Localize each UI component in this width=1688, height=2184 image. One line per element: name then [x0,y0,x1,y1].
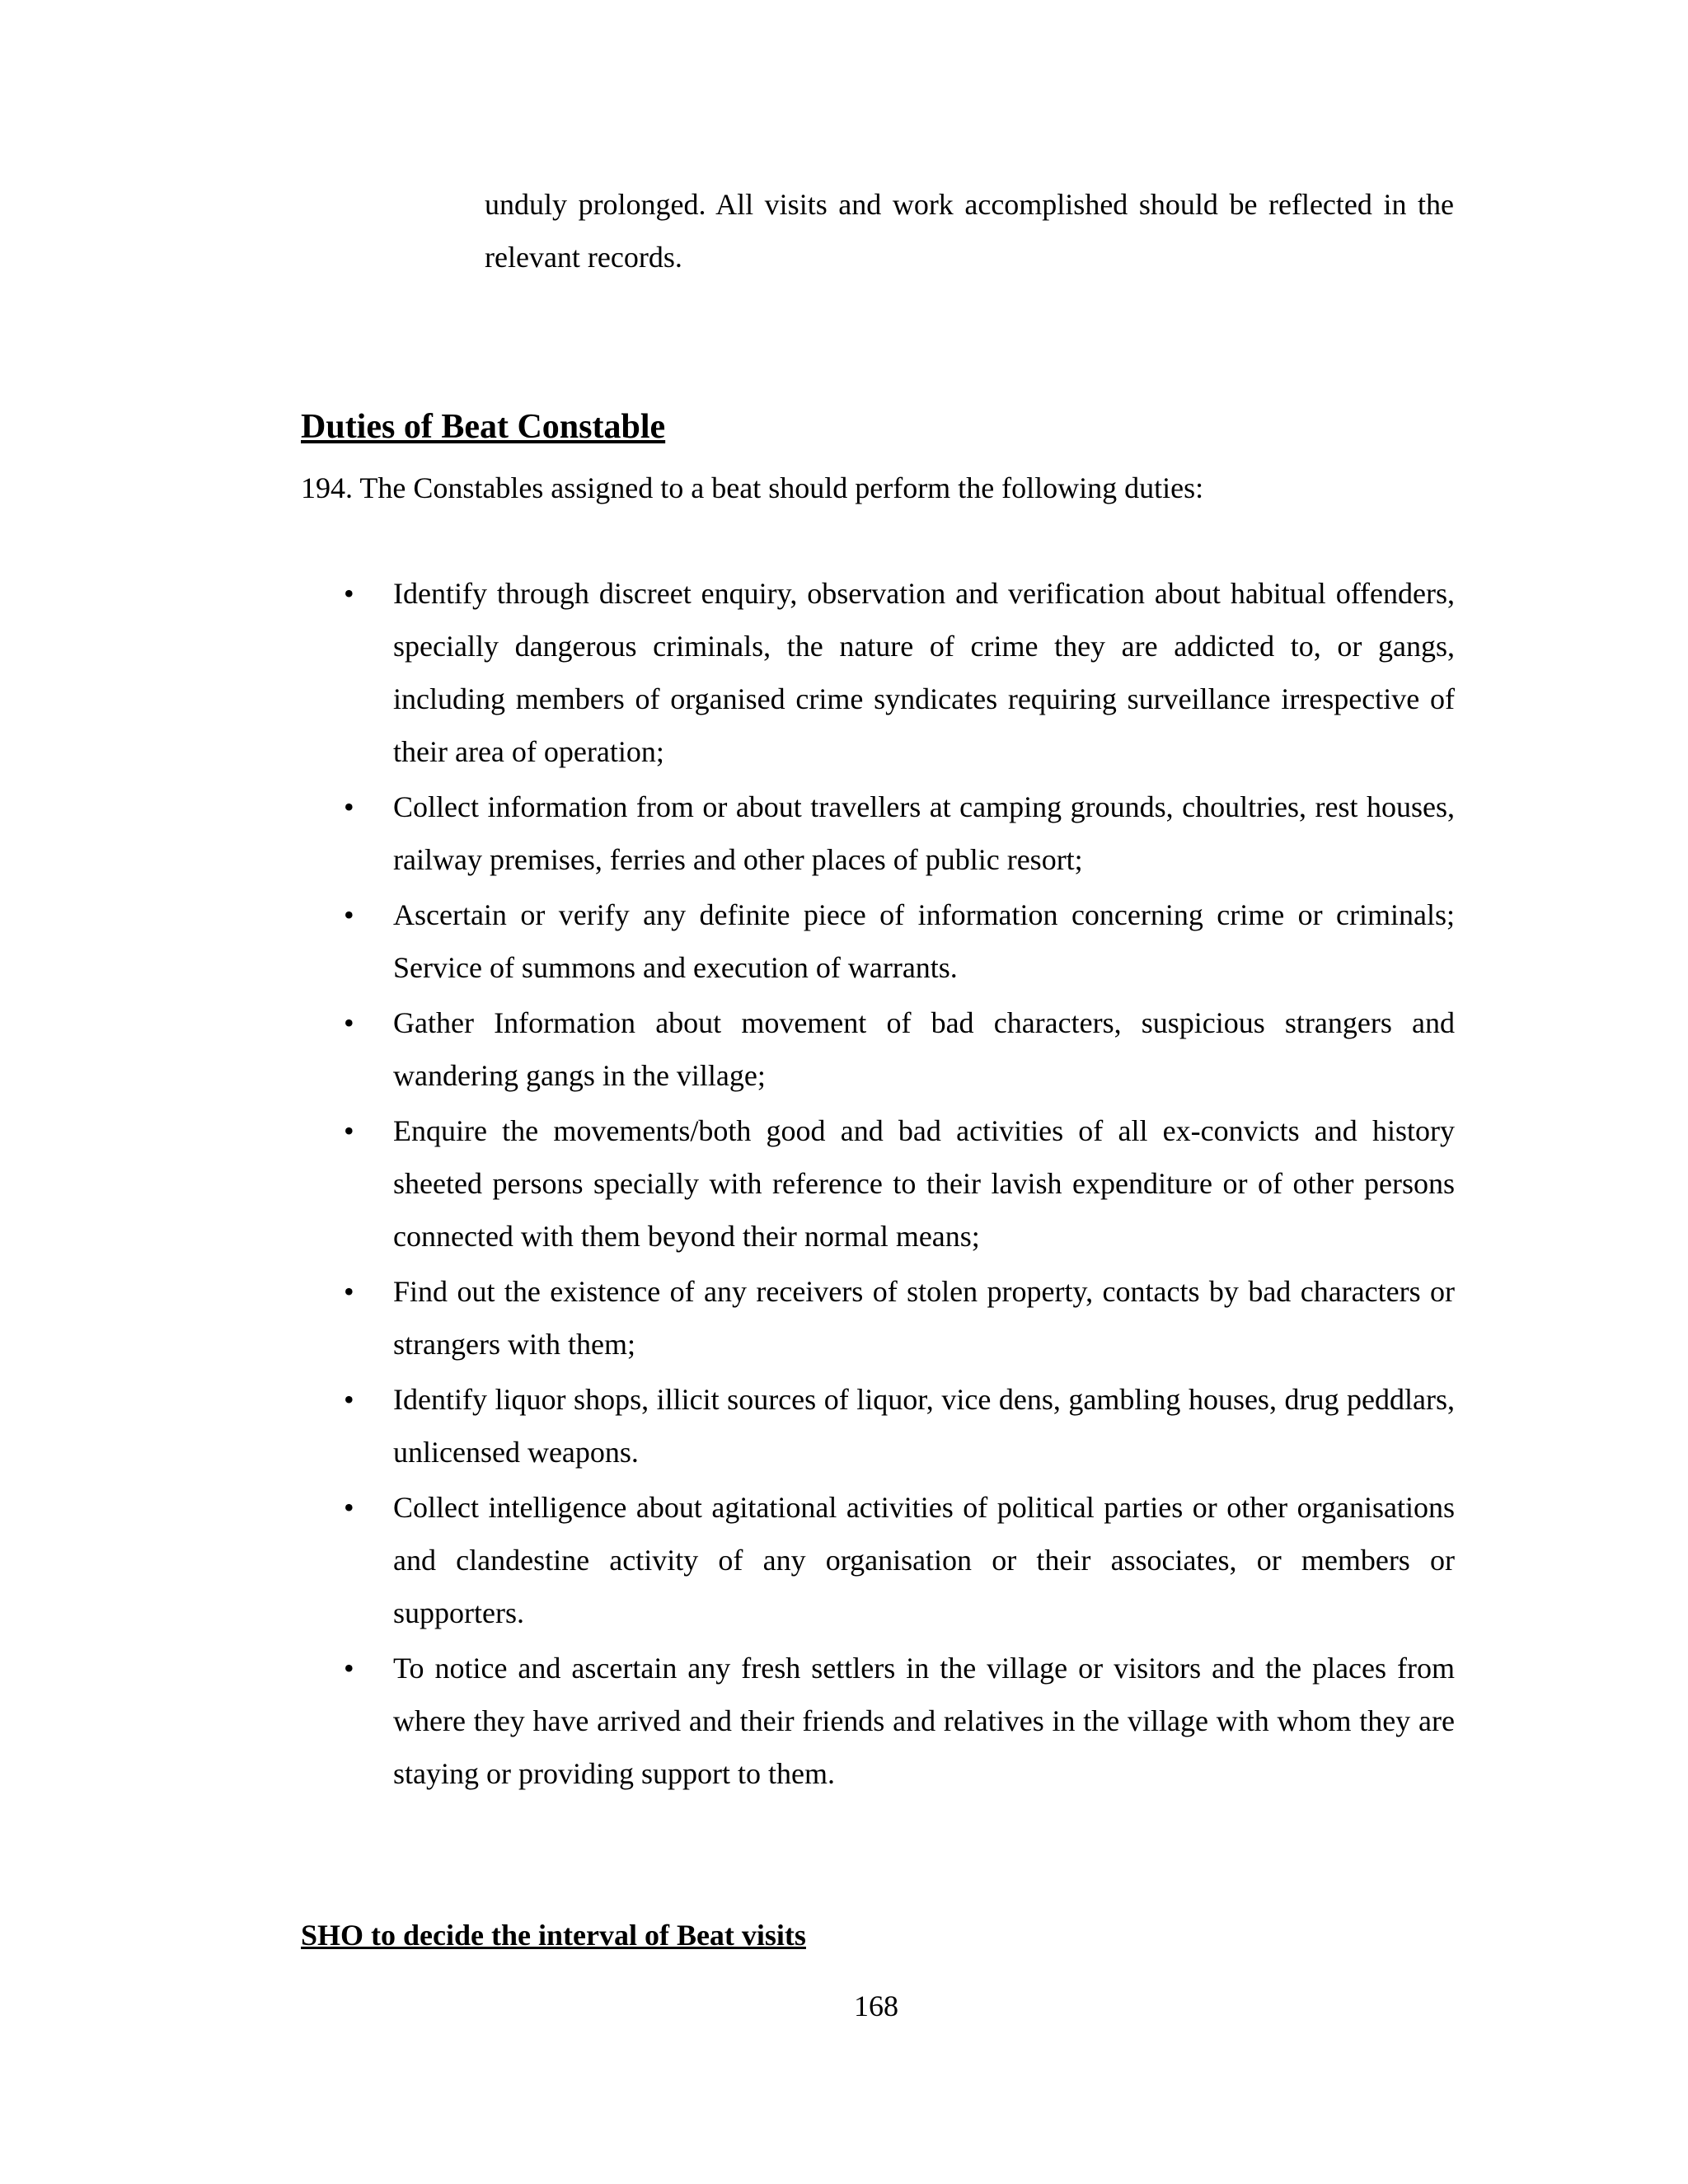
duty-item [301,996,1455,1102]
bullet-icon: • [344,898,354,931]
duty-item [301,567,1455,778]
duty-text: Identify through discreet enquiry, observation and verification about habitual offenders, specially dangerous criminals, the nature of crime they are addicted to, or gangs, including members of organised crime syndicates requiring surveillance irrespective of their area of operation; [393,577,1455,768]
bullet-icon: • [344,1275,354,1308]
duty-text: Ascertain or verify any definite piece of information concerning crime or criminals; Service of summons and execution of warrants. [393,898,1455,984]
duty-text: Collect information from or about travellers at camping grounds, choultries, rest houses, railway premises, ferries and other places of public resort; [393,790,1455,876]
duty-item [301,780,1455,886]
duty-item [301,1481,1455,1639]
duty-item [301,888,1455,994]
page-number: 168 [854,1990,898,2022]
duty-text: Enquire the movements/both good and bad activities of all ex-convicts and history sheeted persons specially with reference to their lavish expenditure or of other persons connected with them beyond their normal means; [393,1114,1455,1253]
section-intro: 194. The Constables assigned to a beat should perform the following duties: [301,471,1204,504]
duty-text: Find out the existence of any receivers of stolen property, contacts by bad characters or strangers with them; [393,1275,1455,1361]
duty-item [301,1642,1455,1800]
bullet-icon: • [344,1383,354,1416]
continuation-paragraph: unduly prolonged. All visits and work accomplished should be reflected in the relevant records. [485,188,1454,274]
duty-text: To notice and ascertain any fresh settlers in the village or visitors and the places from where they have arrived and their friends and relatives in the village with whom they are staying or providing support to them. [393,1652,1455,1790]
bullet-icon: • [344,1006,354,1039]
section-heading: Duties of Beat Constable [301,408,666,446]
bullet-icon: • [344,790,354,823]
duty-text: Collect intelligence about agitational activities of political parties or other organisations and clandestine activity of any organisation or their associates, or members or supporters. [393,1491,1455,1629]
bullet-icon: • [344,1652,354,1685]
duty-item [301,1104,1455,1263]
duty-text: Gather Information about movement of bad characters, suspicious strangers and wandering gangs in the village; [393,1006,1455,1092]
bullet-icon: • [344,577,354,610]
bullet-icon: • [344,1491,354,1524]
duty-text: Identify liquor shops, illicit sources of liquor, vice dens, gambling houses, drug peddlars, unlicensed weapons. [393,1383,1455,1469]
duty-item [301,1265,1455,1371]
duty-list [301,567,1455,1802]
next-section-heading: SHO to decide the interval of Beat visits [301,1919,806,1952]
duty-item [301,1373,1455,1479]
bullet-icon: • [344,1114,354,1147]
